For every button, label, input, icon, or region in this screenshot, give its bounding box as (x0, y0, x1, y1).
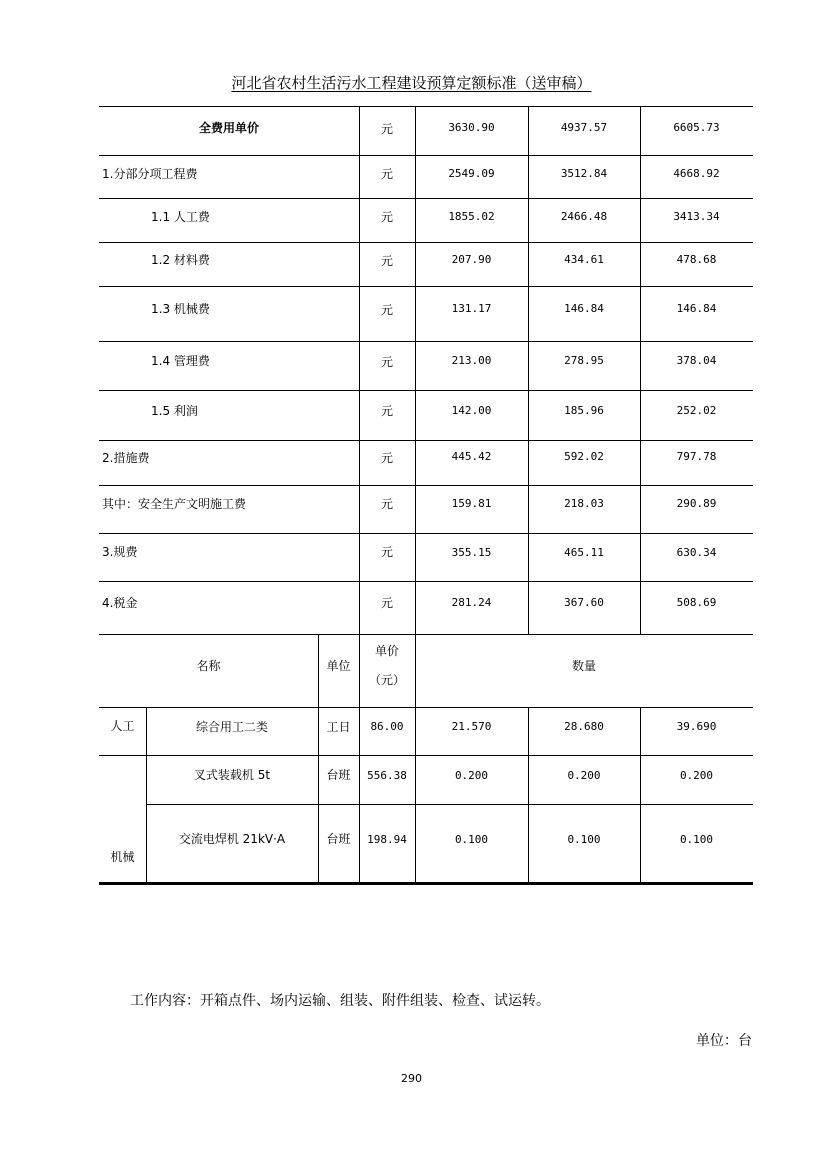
quantity-cell: 21.570 (451, 720, 492, 733)
row-label: 1.5 利润 (151, 404, 198, 418)
value-cell: 146.84 (676, 302, 717, 315)
row-label: 4.税金 (102, 596, 138, 610)
quantity-cell: 28.680 (564, 720, 604, 733)
table-rule (99, 485, 753, 486)
resource-name: 交流电焊机 21kV·A (178, 832, 286, 846)
value-cell: 4668.92 (673, 167, 720, 180)
value-cell: 478.68 (676, 253, 717, 266)
value-cell: 278.95 (564, 354, 604, 367)
resource-unit: 台班 (326, 832, 351, 846)
resource-name: 综合用工二类 (195, 720, 268, 734)
table-rule (99, 341, 753, 342)
header-price: 单价 (374, 644, 399, 658)
value-cell: 445.42 (451, 450, 492, 463)
quantity-cell: 0.100 (454, 833, 489, 846)
row-label: 1.分部分项工程费 (102, 167, 198, 181)
value-cell: 465.11 (564, 546, 604, 559)
value-cell: 207.90 (451, 253, 492, 266)
value-cell: 146.84 (564, 302, 604, 315)
table-rule (99, 533, 753, 534)
value-cell: 290.89 (676, 497, 717, 510)
table-rule (99, 390, 753, 391)
quantity-cell: 39.690 (676, 720, 717, 733)
row-label: 1.3 机械费 (151, 302, 210, 316)
header-name: 名称 (196, 659, 221, 673)
row-label: 全费用单价 (198, 121, 259, 135)
resource-price: 198.94 (367, 833, 407, 846)
value-cell: 592.02 (564, 450, 604, 463)
table-rule (528, 707, 529, 883)
row-label: 其中：安全生产文明施工费 (102, 497, 247, 511)
row-unit: 元 (380, 497, 393, 511)
table-rule (146, 804, 753, 805)
value-cell: 2466.48 (560, 210, 608, 223)
row-unit: 元 (380, 545, 393, 559)
table-rule (99, 198, 753, 199)
resource-name: 叉式装载机 5t (193, 768, 271, 782)
value-cell: 630.34 (676, 546, 717, 559)
value-cell: 6605.73 (673, 121, 720, 134)
header-quantity: 数量 (571, 659, 596, 673)
row-unit: 元 (380, 210, 393, 224)
page-number: 290 (401, 1072, 422, 1085)
row-label: 1.1 人工费 (151, 210, 210, 224)
value-cell: 3413.34 (673, 210, 720, 223)
resource-price: 556.38 (367, 769, 407, 782)
row-unit: 元 (380, 167, 393, 181)
table-rule (99, 242, 753, 243)
value-cell: 355.15 (451, 546, 492, 559)
row-unit: 元 (380, 404, 393, 418)
value-cell: 281.24 (451, 596, 492, 609)
table-rule (99, 440, 753, 441)
resource-price: 86.00 (370, 720, 404, 733)
value-cell: 4937.57 (560, 121, 608, 134)
value-cell: 378.04 (676, 354, 717, 367)
value-cell: 367.60 (564, 596, 604, 609)
table-bottom-rule (99, 882, 753, 885)
value-cell: 508.69 (676, 596, 717, 609)
table-rule (99, 707, 753, 708)
unit-label: 单位：台 (696, 1033, 752, 1049)
value-cell: 218.03 (564, 497, 604, 510)
value-cell: 3512.84 (560, 167, 608, 180)
table-rule (99, 286, 753, 287)
resource-unit: 台班 (326, 768, 351, 782)
row-label: 3.规费 (102, 545, 138, 559)
document-title: 河北省农村生活污水工程建设预算定额标准（送审稿） (231, 74, 592, 92)
value-cell: 213.00 (451, 354, 492, 367)
value-cell: 252.02 (676, 404, 717, 417)
quantity-cell: 0.100 (679, 833, 714, 846)
row-unit: 元 (380, 355, 393, 369)
row-label: 2.措施费 (102, 451, 150, 465)
value-cell: 185.96 (564, 404, 604, 417)
value-cell: 142.00 (451, 404, 492, 417)
value-cell: 159.81 (451, 497, 492, 510)
row-label: 1.2 材料费 (151, 253, 210, 267)
table-rule (99, 155, 753, 156)
value-cell: 1855.02 (448, 210, 495, 223)
quantity-cell: 0.200 (454, 769, 489, 782)
value-cell: 797.78 (676, 450, 717, 463)
table-rule (99, 755, 753, 756)
value-cell: 434.61 (564, 253, 604, 266)
row-unit: 元 (380, 122, 393, 136)
category-machinery: 机械 (110, 850, 135, 864)
table-rule (640, 707, 641, 883)
value-cell: 2549.09 (448, 167, 495, 180)
header-price-unit: （元） (368, 673, 405, 687)
work-content: 工作内容：开箱点件、场内运输、组装、附件组装、检查、试运转。 (130, 993, 550, 1009)
table-rule (99, 581, 753, 582)
header-unit: 单位 (326, 659, 351, 673)
row-unit: 元 (380, 303, 393, 317)
quantity-cell: 0.200 (679, 769, 714, 782)
quantity-cell: 0.100 (567, 833, 601, 846)
table-rule (99, 106, 753, 107)
table-rule (99, 634, 753, 635)
category-labor: 人工 (110, 719, 135, 733)
row-unit: 元 (380, 596, 393, 610)
resource-unit: 工日 (326, 720, 351, 734)
value-cell: 131.17 (451, 302, 492, 315)
row-unit: 元 (380, 254, 393, 268)
row-unit: 元 (380, 451, 393, 465)
value-cell: 3630.90 (448, 121, 495, 134)
quantity-cell: 0.200 (567, 769, 601, 782)
row-label: 1.4 管理费 (151, 354, 210, 368)
